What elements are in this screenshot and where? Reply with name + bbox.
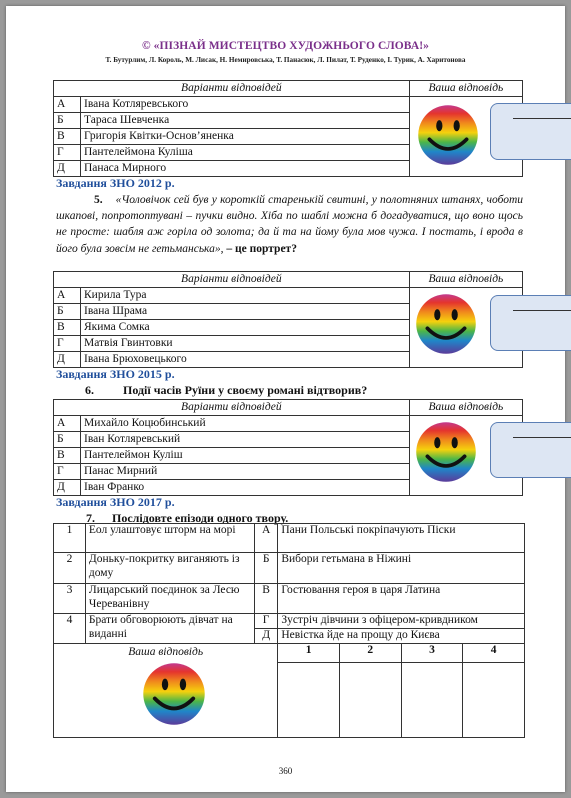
answer-header: Ваша відповідь (409, 81, 522, 97)
option-letter: Г (54, 464, 81, 480)
episode-number: 4 (54, 614, 86, 644)
option-text: Пантелеймон Куліш (81, 448, 410, 464)
option-letter: А (54, 288, 81, 304)
option-text: Якима Сомка (81, 320, 410, 336)
answer-input-box[interactable] (490, 295, 571, 351)
answer-table-1 (53, 80, 523, 177)
answer-input-box[interactable] (490, 422, 571, 478)
option-text: Зустріч дівчини з офіцером-кривдником (278, 614, 525, 629)
option-text: Пани Польські покріпачують Піски (278, 524, 525, 553)
option-text: Григорія Квітки-Основ’яненка (81, 129, 410, 145)
episode-number: 1 (54, 524, 86, 553)
question-5 (56, 192, 523, 257)
page-header-title: © «ПІЗНАЙ МИСТЕЦТВО ХУДОЖНЬОГО СЛОВА!» (141, 40, 430, 52)
question-text: Події часів Руїни у своєму романі відтворив? (123, 383, 368, 397)
variants-header: Варіанти відповідей (54, 400, 410, 416)
grid-header-2: 2 (339, 644, 401, 663)
option-letter: В (254, 584, 277, 614)
section-title-2012: Завдання ЗНО 2012 р. (56, 176, 175, 190)
option-letter: Д (54, 480, 81, 496)
answer-input-box[interactable] (490, 103, 571, 160)
question-number: 7. (86, 511, 95, 525)
option-text: Матвія Гвинтовки (81, 336, 410, 352)
episode-number: 3 (54, 584, 86, 614)
question-6 (85, 383, 367, 398)
episode-text: Брати обговорюють дівчат на виданні (85, 614, 254, 644)
option-letter: Д (54, 161, 81, 177)
episode-text: Лицарський поєдинок за Лесю Череванівну (85, 584, 254, 614)
option-text: Іван Франко (81, 480, 410, 496)
answer-area (54, 644, 278, 738)
answer-table-2 (53, 271, 523, 368)
answer-blank-line (513, 118, 571, 119)
option-letter: Б (54, 432, 81, 448)
option-text: Невістка йде на прощу до Києва (278, 629, 525, 644)
option-letter: А (254, 524, 277, 553)
question-number: 6. (85, 383, 94, 397)
rainbow-smiley-icon (415, 293, 477, 355)
option-letter: А (54, 416, 81, 432)
option-letter: В (54, 129, 81, 145)
variants-header: Варіанти відповідей (54, 272, 410, 288)
answer-grid-cell-2[interactable] (339, 663, 401, 738)
answer-grid-cell-4[interactable] (463, 663, 525, 738)
page-number: 360 (278, 766, 293, 776)
option-letter: В (54, 448, 81, 464)
option-letter: В (54, 320, 81, 336)
option-text: Івана Брюховецького (81, 352, 410, 368)
answer-cell (409, 416, 522, 496)
option-text: Івана Шрама (81, 304, 410, 320)
question-tail: – це портрет? (226, 242, 297, 255)
rainbow-smiley-icon (417, 104, 479, 166)
option-text: Пантелеймона Куліша (81, 145, 410, 161)
rainbow-smiley-icon (415, 421, 477, 483)
option-letter: Д (254, 629, 277, 644)
section-title-2015: Завдання ЗНО 2015 р. (56, 367, 175, 381)
option-text: Гостювання героя в царя Латина (278, 584, 525, 614)
option-letter: Д (54, 352, 81, 368)
answer-header: Ваша відповідь (409, 272, 522, 288)
question-quote: «Чоловічок сей був у короткій старенькій свитині, у полотняних штанях, чоботи шкапові, попротоптувані – пучки видно. Хіба по шаблі можна б догадуватися, що воно щось не просте: шабля аж горіла од золота; да й та на йому була мов чужа. І постать, і врода в його була зовсім не гетьманська», (56, 194, 524, 255)
option-text: Тараса Шевченка (81, 113, 410, 129)
answer-table-3 (53, 399, 523, 496)
option-text: Панаса Мирного (81, 161, 410, 177)
episode-text: Доньку-покритку виганяють із дому (85, 553, 254, 584)
option-letter: А (54, 97, 81, 113)
answer-header: Ваша відповідь (409, 400, 522, 416)
question-number: 5. (94, 194, 103, 206)
answer-grid-cell-1[interactable] (278, 663, 340, 738)
variants-header: Варіанти відповідей (54, 81, 410, 97)
option-letter: Г (54, 336, 81, 352)
answer-blank-line (513, 437, 571, 438)
rainbow-smiley-icon (142, 662, 206, 726)
option-text: Михайло Коцюбинський (81, 416, 410, 432)
option-letter: Б (54, 113, 81, 129)
option-letter: Г (54, 145, 81, 161)
document-page (6, 6, 565, 792)
section-title-2017: Завдання ЗНО 2017 р. (56, 495, 175, 509)
answer-cell (409, 97, 522, 177)
option-text: Кирила Тура (81, 288, 410, 304)
matching-table (53, 523, 525, 738)
answer-cell (409, 288, 522, 368)
episode-number: 2 (54, 553, 86, 584)
grid-header-3: 3 (401, 644, 463, 663)
answer-label: Ваша відповідь (128, 646, 204, 658)
answer-grid-cell-3[interactable] (401, 663, 463, 738)
grid-header-4: 4 (463, 644, 525, 663)
option-letter: Б (254, 553, 277, 584)
option-letter: Б (54, 304, 81, 320)
question-text: Послідовте епізоди одного твору. (112, 511, 289, 525)
grid-header-1: 1 (278, 644, 340, 663)
episode-text: Еол улаштовує шторм на морі (85, 524, 254, 553)
answer-blank-line (513, 310, 571, 311)
option-text: Івана Котляревського (81, 97, 410, 113)
option-text: Іван Котляревський (81, 432, 410, 448)
option-letter: Г (254, 614, 277, 629)
page-header-authors: Т. Бутурлим, Л. Король, М. Лисак, Н. Немировська, Т. Панасюк, Л. Пилат, Т. Руденко, І. Турик, А. Харитонова (105, 56, 466, 64)
option-text: Вибори гетьмана в Ніжині (278, 553, 525, 584)
option-text: Панас Мирний (81, 464, 410, 480)
